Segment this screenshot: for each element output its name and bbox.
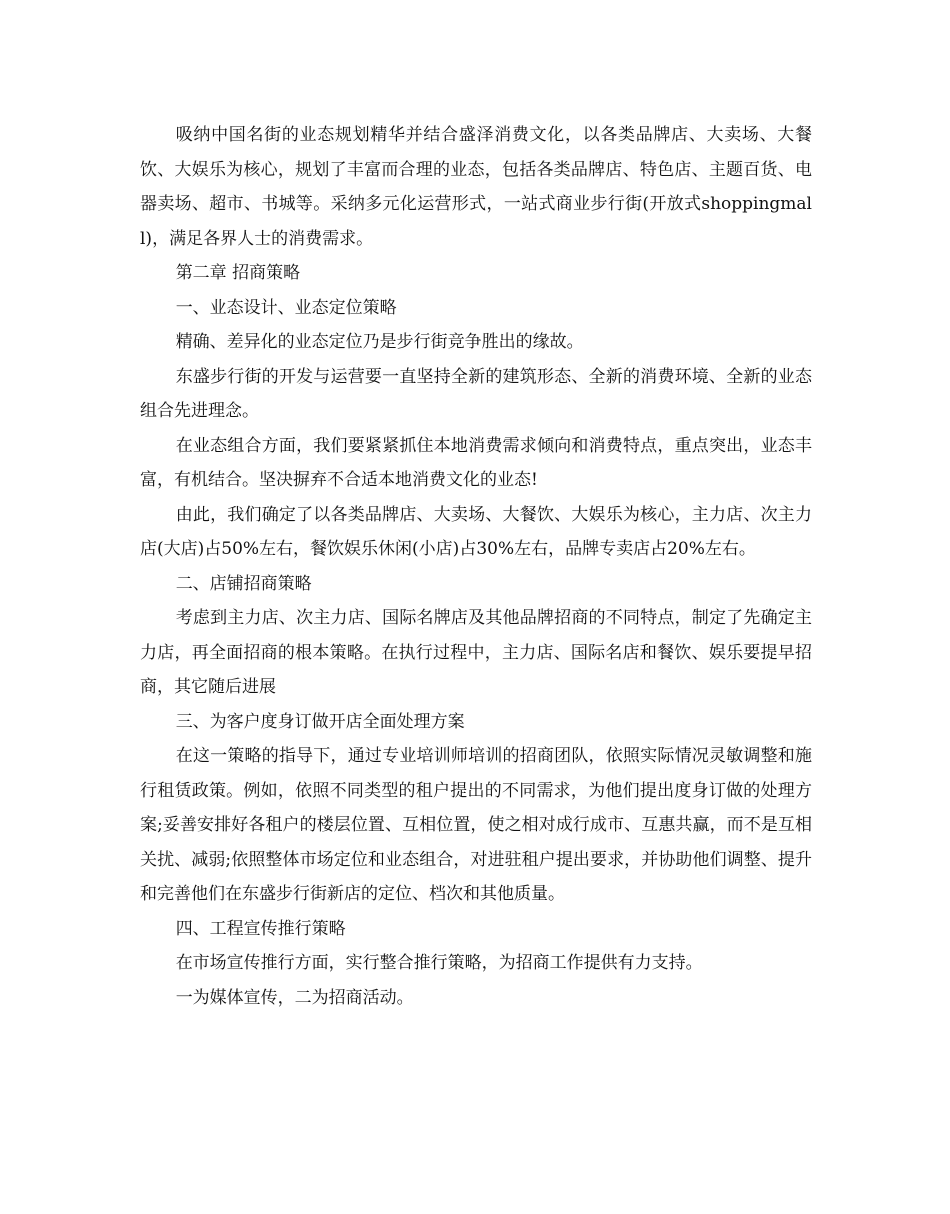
section-heading-promotion: 四、工程宣传推行策略: [175, 918, 346, 939]
paragraph-media-and-events: 一为媒体宣传，二为招商活动。: [175, 987, 414, 1008]
chapter-heading-leasing-strategy: 第二章 招商策略: [175, 263, 301, 283]
paragraph-store-ratio: 由此，我们确定了以各类品牌店、大卖场、大餐饮、大娱乐为核心，主力店、次主力店(大店)占50%左右，餐饮娱乐休闲(小店)占30%左右，品牌专卖店占20%左右。: [140, 504, 812, 559]
paragraph-tailored-solutions: 在这一策略的指导下，通过专业培训师培训的招商团队，依照实际情况灵敏调整和施行租赁政策。例如，依照不同类型的租户提出的不同需求，为他们提出度身订做的处理方案;妥善安排好各租户的楼层位置、互相位置，使之相对成行成市、互惠共赢，而不是互相关扰、减弱;依照整体市场定位和业态组合，对进驻租户提出要求，并协助他们调整、提升和完善他们在东盛步行街新店的定位、档次和其他质量。: [140, 746, 812, 904]
paragraph-development-philosophy: 东盛步行街的开发与运营要一直坚持全新的建筑形态、全新的消费环境、全新的业态组合先进理念。: [140, 366, 812, 421]
paragraph-anchor-store-strategy: 考虑到主力店、次主力店、国际名牌店及其他品牌招商的不同特点，制定了先确定主力店，再全面招商的根本策略。在执行过程中，主力店、国际名店和餐饮、娱乐要提早招商，其它随后进展: [140, 608, 812, 697]
section-heading-format-positioning: 一、业态设计、业态定位策略: [175, 297, 397, 318]
paragraph-business-planning: 吸纳中国名街的业态规划精华并结合盛泽消费文化，以各类品牌店、大卖场、大餐饮、大娱乐为核心，规划了丰富而合理的业态，包括各类品牌店、特色店、主题百货、电器卖场、超市、书城等。采纳多元化运营形式，一站式商业步行街(开放式shoppingmall)，满足各界人士的消费需求。: [140, 125, 812, 249]
section-heading-store-leasing: 二、店铺招商策略: [175, 573, 312, 594]
paragraph-format-combination: 在业态组合方面，我们要紧紧抓住本地消费需求倾向和消费特点，重点突出，业态丰富，有机结合。坚决摒弃不合适本地消费文化的业态!: [140, 435, 812, 490]
paragraph-differentiated-positioning: 精确、差异化的业态定位乃是步行街竞争胜出的缘故。: [175, 332, 584, 352]
document-page: [140, 118, 812, 1015]
paragraph-integrated-promotion: 在市场宣传推行方面，实行整合推行策略，为招商工作提供有力支持。: [175, 953, 703, 973]
section-heading-tailored-solutions: 三、为客户度身订做开店全面处理方案: [175, 711, 465, 732]
